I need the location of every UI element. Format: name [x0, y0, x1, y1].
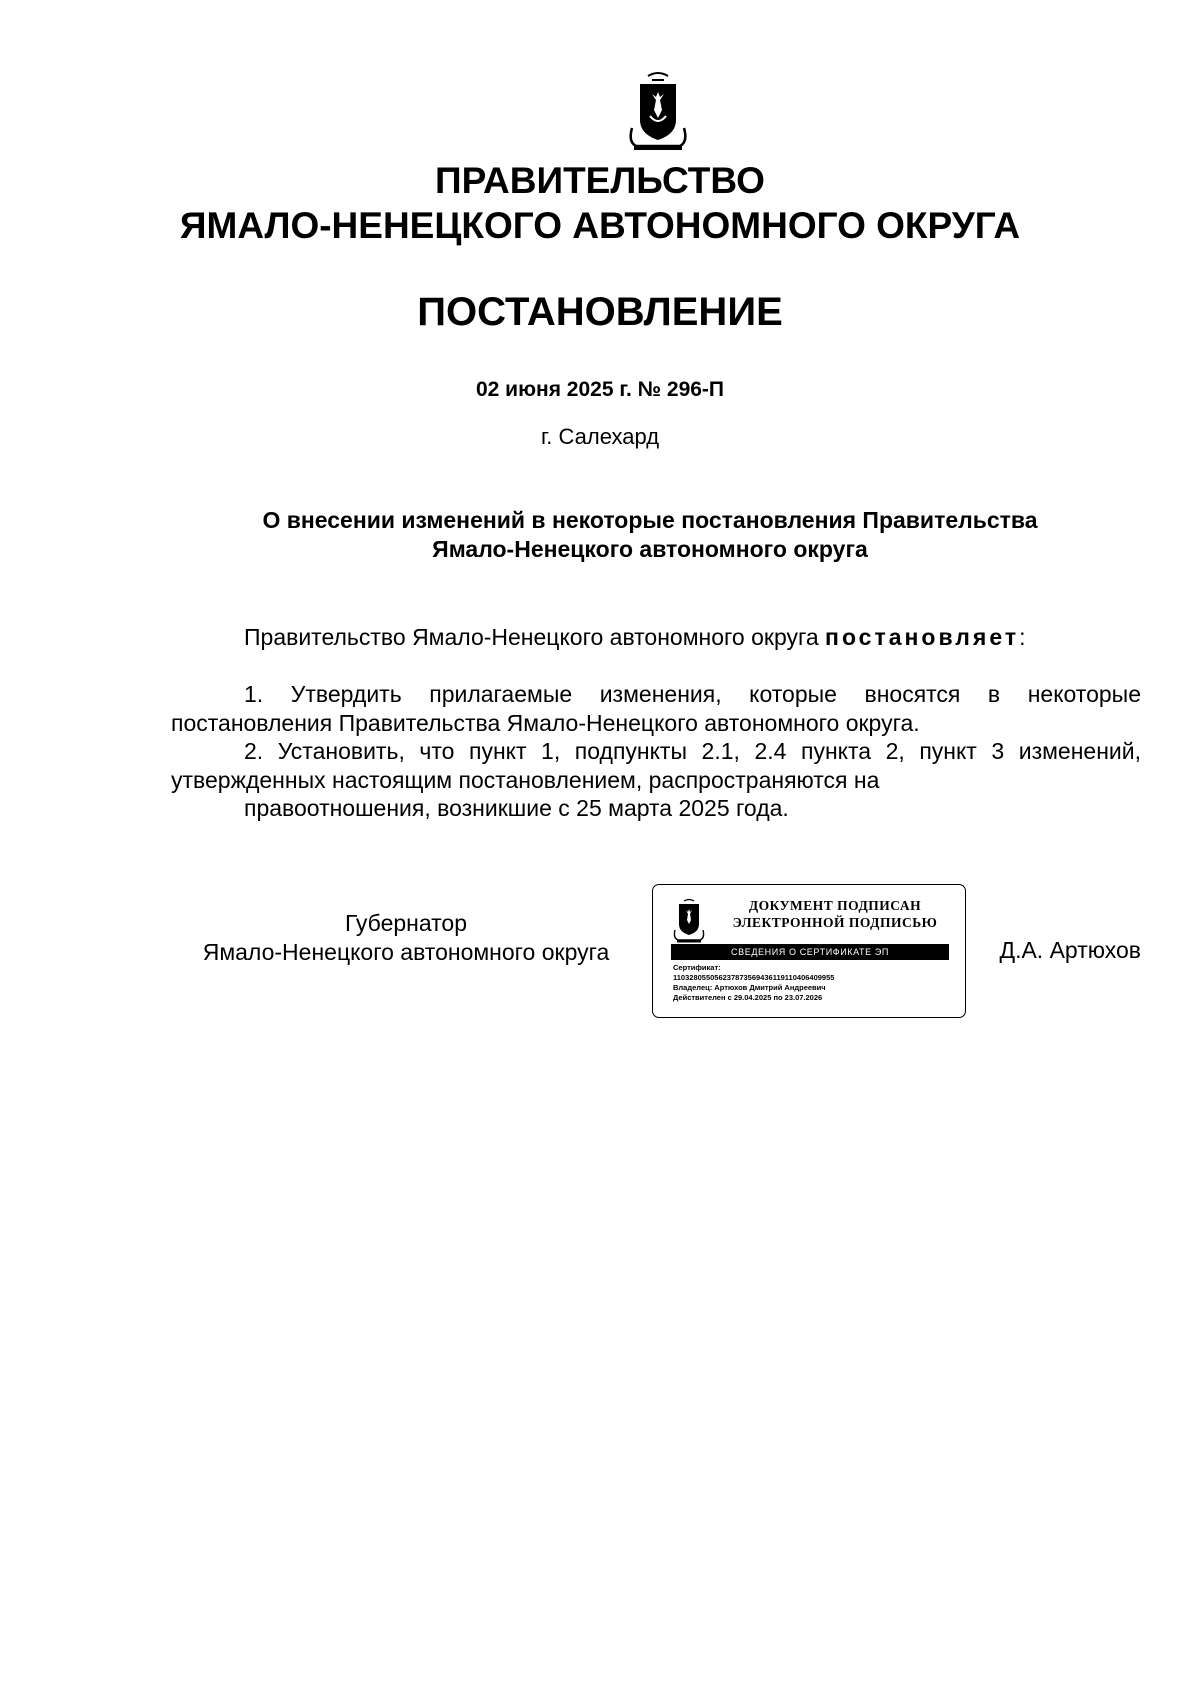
- paragraph-2-last-line: правоотношения, возникшие с 25 марта 2025 года.: [244, 795, 789, 821]
- electronic-signature-stamp: [652, 884, 966, 1018]
- signatory-position-line1: Губернатор: [344, 910, 468, 936]
- intro-paragraph: [171, 623, 1141, 652]
- document-title: [170, 506, 1130, 564]
- document-date-number: 02 июня 2025 г. № 296-П: [475, 378, 725, 401]
- intro-end: :: [1019, 624, 1026, 650]
- stamp-heading-line1: ДОКУМЕНТ ПОДПИСАН: [748, 898, 922, 913]
- paragraph-1: 1. Утвердить прилагаемые изменения, которые вносятся в некоторые постановления Правительства Ямало-Ненецкого автономного округа.: [171, 681, 1141, 736]
- document-title-line2: Ямало-Ненецкого автономного округа: [432, 536, 868, 562]
- paragraph-2-main: 2. Установить, что пункт 1, подпункты 2.1, 2.4 пункта 2, пункт 3 изменений, утвержденных настоящим постановлением, распространяются на: [171, 738, 1141, 793]
- organization-name-line1: ПРАВИТЕЛЬСТВО: [435, 160, 765, 201]
- document-title-line1: О внесении изменений в некоторые постановления Правительства: [262, 507, 1038, 533]
- intro-text: Правительство Ямало-Ненецкого автономного округа: [244, 624, 826, 650]
- paragraph-2: [171, 737, 1141, 823]
- coat-of-arms-icon: [622, 70, 694, 152]
- stamp-certificate-label: Сертификат:: [673, 963, 721, 972]
- signatory-name: Д.А. Артюхов: [999, 937, 1141, 963]
- stamp-heading-line2: ЭЛЕКТРОННОЙ ПОДПИСЬЮ: [732, 915, 938, 930]
- document-city: г. Салехард: [540, 424, 660, 449]
- signatory-position-line2: Ямало-Ненецкого автономного округа: [202, 938, 610, 965]
- stamp-certificate-bar: СВЕДЕНИЯ О СЕРТИФИКАТЕ ЭП: [671, 944, 949, 960]
- coat-of-arms-icon: [671, 898, 707, 944]
- organization-name-line2: ЯМАЛО-НЕНЕЦКОГО АВТОНОМНОГО ОКРУГА: [179, 205, 1021, 246]
- stamp-owner: Владелец: Артюхов Дмитрий Андреевич: [673, 983, 826, 992]
- intro-emphasis: постановляет: [825, 624, 1020, 650]
- signatory-position: [171, 909, 641, 966]
- stamp-certificate-number: 1103280550562378735694361191104064099​55: [673, 973, 835, 982]
- stamp-validity: Действителен с 29.04.2025 по 23.07.2026: [673, 993, 823, 1002]
- document-type: ПОСТАНОВЛЕНИЕ: [417, 290, 783, 334]
